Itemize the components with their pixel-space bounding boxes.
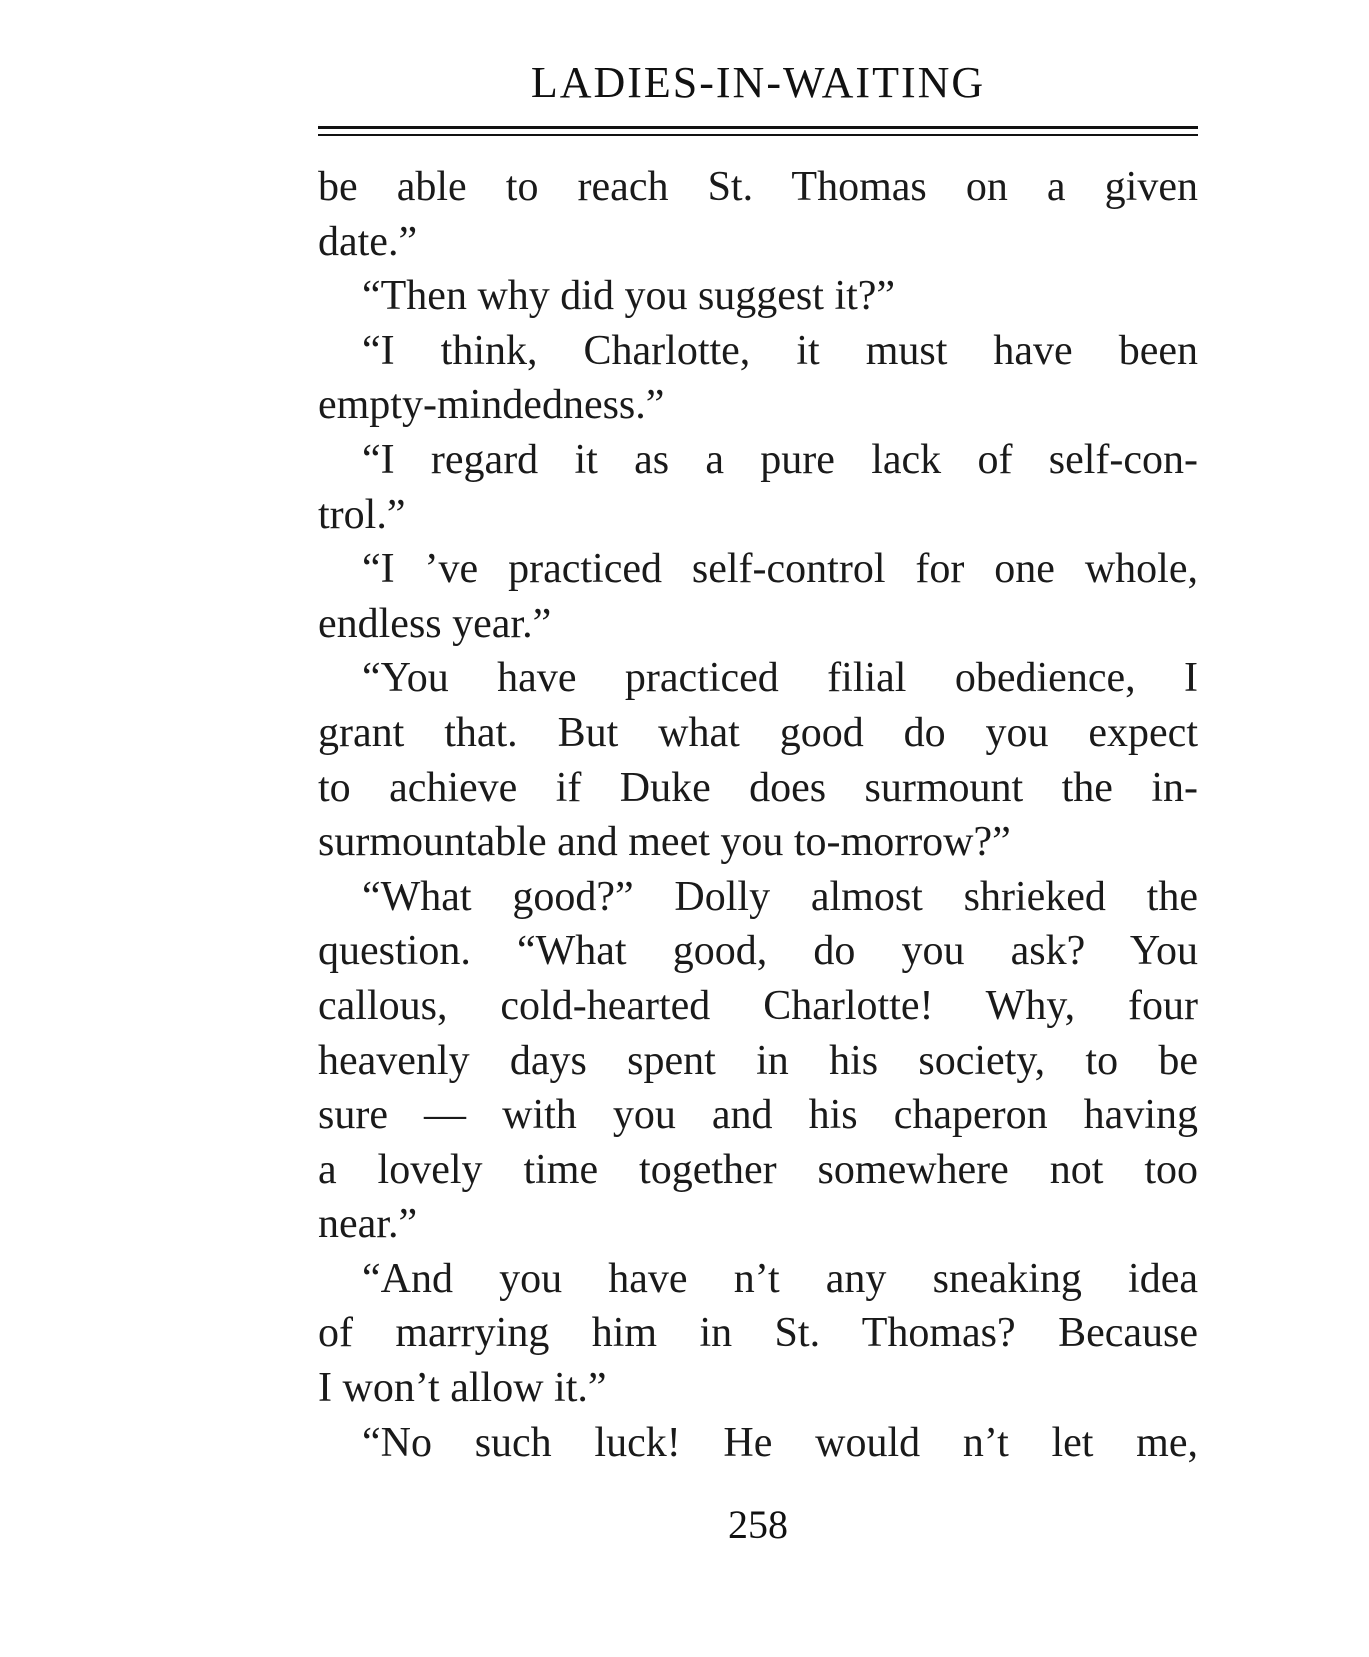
text-line: heavenly days spent in his society, to be	[318, 1037, 1198, 1084]
text-line: callous, cold-hearted Charlotte! Why, four	[318, 982, 1198, 1029]
text-line: of marrying him in St. Thomas? Because	[318, 1310, 1198, 1357]
text-line: empty-mindedness.”	[318, 382, 665, 429]
text-line: “And you have n’t any sneaking idea	[362, 1255, 1198, 1302]
body-text	[318, 160, 1198, 1470]
text-line: date.”	[318, 218, 418, 265]
text-line: “I ’ve practiced self-control for one whole,	[362, 546, 1198, 593]
text-line: sure — with you and his chaperon having	[318, 1092, 1198, 1139]
text-line: grant that. But what good do you expect	[318, 709, 1198, 756]
text-line: near.”	[318, 1201, 418, 1248]
header-rule-bottom	[318, 134, 1198, 136]
text-line: be able to reach St. Thomas on a given	[318, 164, 1198, 210]
text-line: trol.”	[318, 491, 406, 538]
text-line: a lovely time together somewhere not too	[318, 1146, 1198, 1193]
text-line: question. “What good, do you ask? You	[318, 928, 1198, 975]
header-rule-top	[318, 126, 1198, 129]
text-line: “Then why did you suggest it?”	[362, 273, 896, 320]
text-line: “What good?” Dolly almost shrieked the	[362, 873, 1198, 920]
text-line: endless year.”	[318, 600, 552, 647]
text-line: “I think, Charlotte, it must have been	[362, 327, 1198, 374]
page-number: 258	[728, 1502, 788, 1547]
text-line: to achieve if Duke does surmount the in-	[318, 764, 1198, 811]
running-head: LADIES-IN-WAITING	[530, 58, 986, 107]
text-line: I won’t allow it.”	[318, 1365, 607, 1412]
text-line: surmountable and meet you to-morrow?”	[318, 819, 1011, 866]
text-line: “You have practiced filial obedience, I	[362, 655, 1198, 702]
text-line: “No such luck! He would n’t let me,	[362, 1419, 1198, 1466]
text-line: “I regard it as a pure lack of self-con-	[362, 436, 1198, 483]
